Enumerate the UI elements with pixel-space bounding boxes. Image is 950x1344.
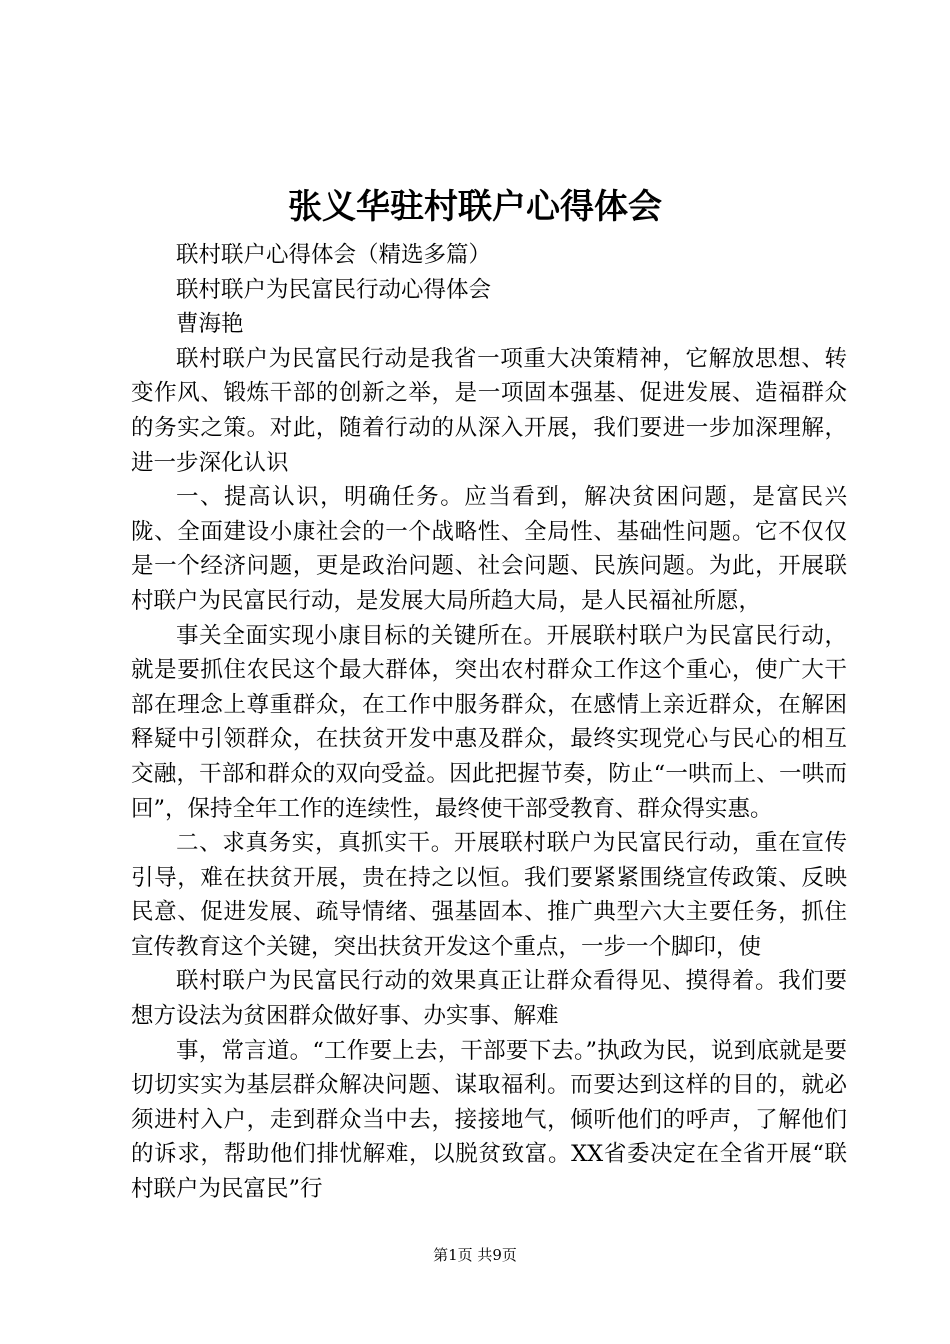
body-paragraph: 二、求真务实，真抓实干。开展联村联户为民富民行动，重在宣传引导，难在扶贫开展，贵在持之以恒。我们要紧紧围绕宣传政策、反映民意、促进发展、疏导情绪、强基固本、推广典型六大主要任务，抓住宣传教育这个关键，突出扶贫开发这个重点，一步一个脚印，使: [131, 830, 847, 960]
document-body: [131, 238, 847, 1207]
body-paragraph: 事关全面实现小康目标的关键所在。开展联村联户为民富民行动，就是要抓住农民这个最大群体，突出农村群众工作这个重心，使广大干部在理念上尊重群众，在工作中服务群众，在感情上亲近群众，在解困释疑中引领群众，在扶贫开发中惠及群众，最终实现党心与民心的相互交融，干部和群众的双向受益。因此把握节奏，防止“一哄而上、一哄而回”，保持全年工作的连续性，最终使干部受教育、群众得实惠。: [131, 622, 847, 822]
body-paragraph: 联村联户为民富民行动是我省一项重大决策精神，它解放思想、转变作风、锻炼干部的创新之举，是一项固本强基、促进发展、造福群众的务实之策。对此，随着行动的从深入开展，我们要进一步加深理解，进一步深化认识: [131, 345, 847, 476]
body-paragraph: 一、提高认识，明确任务。应当看到，解决贫困问题，是富民兴陇、全面建设小康社会的一个战略性、全局性、基础性问题。它不仅仅是一个经济问题，更是政治问题、社会问题、民族问题。为此，开展联村联户为民富民行动，是发展大局所趋大局，是人民福祉所愿，: [131, 484, 847, 614]
subtitle-paragraph: 联村联户心得体会（精选多篇）: [176, 242, 492, 268]
author-paragraph: 曹海艳: [176, 311, 244, 338]
section-heading-paragraph: 联村联户为民富民行动心得体会: [176, 276, 492, 303]
body-paragraph: 联村联户为民富民行动的效果真正让群众看得见、摸得着。我们要想方设法为贫困群众做好事、办实事、解难: [131, 968, 847, 1030]
document-title: 张义华驻村联户心得体会: [288, 187, 662, 227]
body-paragraph: 事，常言道。“工作要上去，干部要下去。”执政为民，说到底就是要切切实实为基层群众解决问题、谋取福利。而要达到这样的目的，就必须进村入户，走到群众当中去，接接地气，倾听他们的呼声，了解他们的诉求，帮助他们排忧解难，以脱贫致富。XX省委决定在全省开展“联村联户为民富民”行: [131, 1037, 847, 1203]
page-number-footer: 第1页 共9页: [433, 1246, 517, 1264]
